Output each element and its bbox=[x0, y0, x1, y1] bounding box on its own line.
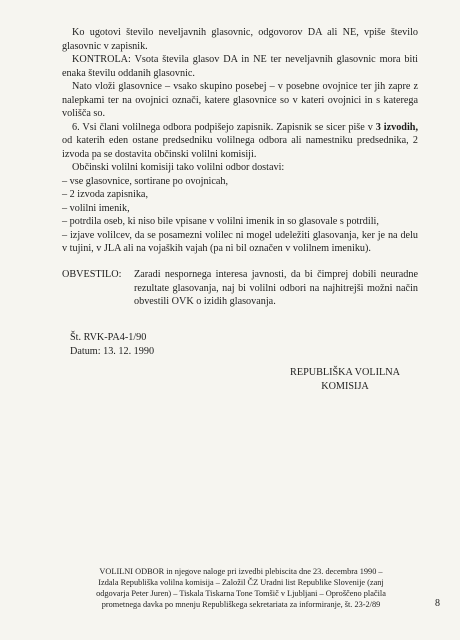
list-item: – vse glasovnice, sortirane po ovojnicah, bbox=[62, 175, 229, 187]
signature-line-2: KOMISIJA bbox=[321, 380, 369, 392]
reference-number: Št. RVK-PA4-1/90 bbox=[70, 332, 147, 343]
footer-line: VOLILNI ODBOR in njegove naloge pri izvedbi plebiscita dne 23. decembra 1990 – bbox=[99, 567, 383, 576]
copies-count-emphasis: 3 izvodih, bbox=[375, 121, 419, 133]
notice-text: Zaradi nespornega interesa javnosti, da bi čimprej dobili neuradne rezultate glasovanja, naj bi volilni odbori na najhitrejši možni način obvestili OVK o izidih glasovanja. bbox=[134, 269, 418, 307]
footer-line: odgovarja Peter Juren) – Tiskala Tiskarna Tone Tomšič v Ljubljani – Oproščeno plačila bbox=[96, 589, 386, 598]
list-item: – izjave volilcev, da se posamezni volilec ni mogel udeležiti glasovanja, ker je na delu v tujini, v JLA ali na vojaških vajah (pa ni bil označen v volilnem imeniku). bbox=[62, 229, 418, 254]
list-item: – volilni imenik, bbox=[62, 202, 130, 214]
signature-line-1: REPUBLIŠKA VOLILNA bbox=[290, 367, 400, 378]
imprint-footer bbox=[56, 566, 426, 610]
footer-line: Izdala Republiška volilna komisija – Založil ČZ Uradni list Republike Slovenije (zanj bbox=[98, 578, 384, 587]
notice-block bbox=[62, 268, 418, 309]
list-item: – potrdila oseb, ki niso bile vpisane v volilni imenik in so glasovale s potrdili, bbox=[62, 216, 379, 227]
reference-block bbox=[70, 331, 154, 359]
paragraph-invalid-ballots: Ko ugotovi število neveljavnih glasovnic, odgovorov DA ali NE, vpiše število glasovnic v zapisnik. bbox=[62, 27, 418, 52]
paragraph-envelopes: Nato vloži glasovnice – vsako skupino posebej – v posebne ovojnice ter jih zapre z nalepkami ter na ovojnici označi, katere glasovnice so v kateri ovojnici in s katerega volišča so. bbox=[62, 81, 418, 119]
paragraph-signing bbox=[62, 121, 418, 162]
signature-block bbox=[270, 366, 420, 393]
paragraph-signing-end: od katerih eden ostane predsedniku volilnega odbora ali namestniku predsednika, 2 izvoda pa se dostavita občinski volilni komisiji. bbox=[62, 135, 418, 160]
list-item: – 2 izvoda zapisnika, bbox=[62, 189, 149, 200]
paragraph-control: KONTROLA: Vsota števila glasov DA in NE ter neveljavnih glasovnic mora biti enaka številu oddanih glasovnic. bbox=[62, 54, 418, 79]
reference-date: Datum: 13. 12. 1990 bbox=[70, 346, 155, 357]
instructions-body bbox=[62, 26, 418, 256]
page-number: 8 bbox=[435, 598, 440, 609]
paragraph-delivery-intro: Občinski volilni komisiji tako volilni odbor dostavi: bbox=[72, 162, 285, 173]
notice-label: OBVESTILO: bbox=[62, 269, 122, 280]
paragraph-signing-start: 6. Vsi člani volilnega odbora podpišejo zapisnik. Zapisnik se sicer piše v bbox=[72, 121, 376, 133]
footer-line: prometnega davka po mnenju Republiškega sekretariata za informiranje, št. 23-2/89 bbox=[101, 600, 381, 609]
